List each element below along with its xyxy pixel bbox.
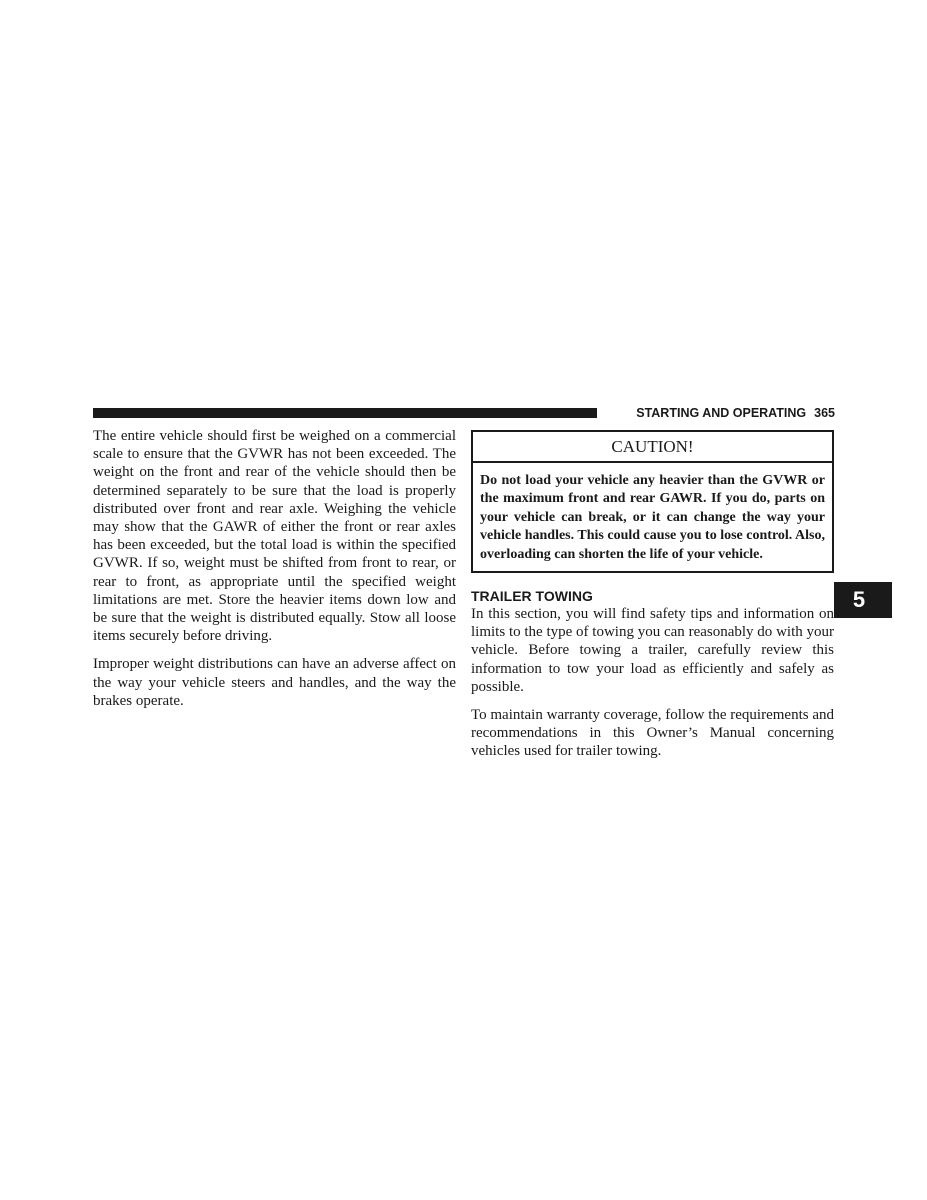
header-section-title: STARTING AND OPERATING <box>636 406 807 420</box>
caution-title: CAUTION! <box>473 432 832 463</box>
body-paragraph: In this section, you will find safety tips and information on limits to the type of towing you can reasonably do with your vehicle. Before towing a trailer, carefully review this information to tow your load as efficiently and safely as possible. <box>471 606 834 695</box>
right-column <box>471 430 834 771</box>
section-heading: TRAILER TOWING <box>471 588 593 605</box>
caution-text: Do not load your vehicle any heavier than the GVWR or the maximum front and rear GAWR. If you do, parts on your vehicle can break, or it can change the way your vehicle handles. This could cause you to lose control. Also, overloading can shorten the life of your vehicle. <box>480 473 825 562</box>
running-header <box>607 404 835 422</box>
body-paragraph: To maintain warranty coverage, follow the requirements and recommendations in this Owner’s Manual concerning vehicles used for trailer towing. <box>471 707 834 760</box>
page-number: 365 <box>814 406 835 420</box>
body-paragraph: Improper weight distributions can have an adverse affect on the way your vehicle steers and handles, and the way the brakes operate. <box>93 656 456 709</box>
header-rule <box>93 408 597 418</box>
body-paragraph: The entire vehicle should first be weighed on a commercial scale to ensure that the GVWR has not been exceeded. The weight on the front and rear of the vehicle should then be determined separately to be sure that the load is properly distributed over front and rear axle. Weighing the vehicle may show that the GAWR of either the front or rear axles has been exceeded, but the total load is within the specified GVWR. If so, weight must be shifted from front to rear, or rear to front, as appropriate until the specified weight limitations are met. Store the heavier items down low and be sure that the weight is distributed equally. Stow all loose items securely before driving. <box>93 428 456 645</box>
left-column <box>93 427 456 720</box>
chapter-number: 5 <box>852 587 866 612</box>
chapter-tab <box>834 582 892 618</box>
caution-box <box>471 430 834 573</box>
